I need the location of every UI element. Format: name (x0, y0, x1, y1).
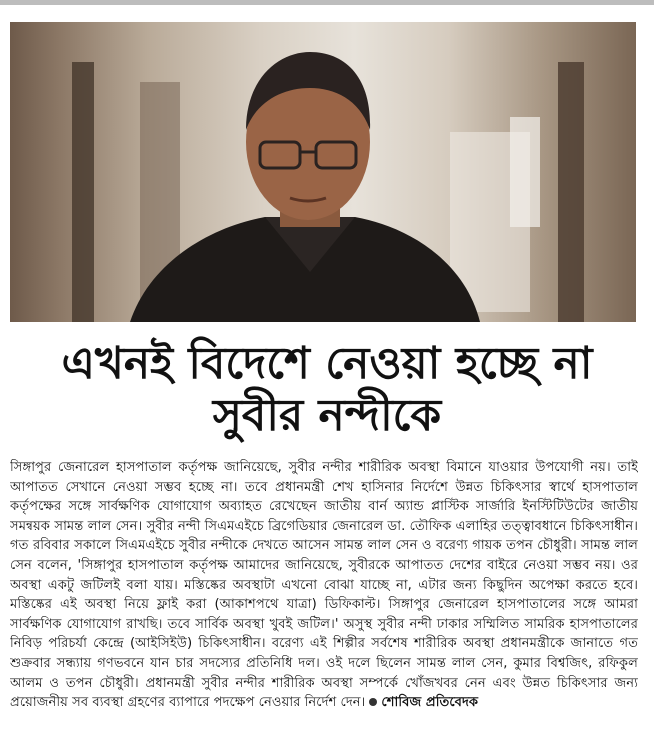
portrait-photo (10, 22, 636, 322)
top-rule (0, 0, 654, 5)
article-body-text: সিঙ্গাপুর জেনারেল হাসপাতাল কর্তৃপক্ষ জানিয়েছে, সুবীর নন্দীর শারীরিক অবস্থা বিমানে যাওয়ার উপযোগী নয়। তাই আপাতত সেখানে নেওয়া সম্ভব হচ্ছে না। তবে প্রধানমন্ত্রী শেখ হাসিনার নির্দেশে উন্নত চিকিৎসার স্বার্থে হাসপাতাল কর্তৃপক্ষের সঙ্গে সার্বক্ষণিক যোগাযোগ অব্যাহত রেখেছেন জাতীয় বার্ন অ্যান্ড প্লাস্টিক সার্জারি ইনস্টিটিউটের জাতীয় সমন্বয়ক সামন্ত লাল সেন। সুবীর নন্দী সিএমএইচে ব্রিগেডিয়ার জেনারেল ডা. তৌফিক এলাহির তত্ত্বাবধানে চিকিৎসাধীন। গত রবিবার সকালে সিএমএইচে সুবীর নন্দীকে দেখতে আসেন সামন্ত লাল সেন ও বরেণ্য গায়ক তপন চৌধুরী। সামন্ত লাল সেন বলেন, 'সিঙ্গাপুর হাসপাতাল কর্তৃপক্ষ আমাদের জানিয়েছে, সুবীরকে আপাতত দেশের বাইরে নেওয়া সম্ভব নয়। ওর অবস্থা একটু জটিলই বলা যায়। মস্তিষ্কের অবস্থাটা এখনো বোঝা যাচ্ছে না, এটার জন্য কিছুদিন অপেক্ষা করতে হবে। মস্তিষ্কের এই অবস্থা নিয়ে ফ্লাই করা (আকাশপথে যাত্রা) ডিফিকাল্ট। সিঙ্গাপুর জেনারেল হাসপাতালের সঙ্গে আমরা সার্বক্ষণিক যোগাযোগ রাখছি। তবে সার্বিক অবস্থা খুবই জটিল।' অসুস্থ সুবীর নন্দী ঢাকার সম্মিলিত সামরিক হাসপাতালের নিবিড় পরিচর্যা কেন্দ্রে (আইসিইউ) চিকিৎসাধীন। বরেণ্য এই শিল্পীর সর্বশেষ শারীরিক অবস্থা প্রধানমন্ত্রীকে জানাতে গত শুক্রবার সন্ধ্যায় গণভবনে যান চার সদস্যের প্রতিনিধি দল। ওই দলে ছিলেন সামন্ত লাল সেন, কুমার বিশ্বজিৎ, রফিকুল আলম ও তপন চৌধুরী। প্রধানমন্ত্রী সুবীর নন্দীর শারীরিক অবস্থা সম্পর্কে খোঁজখবর নেন এবং উন্নত চিকিৎসার জন্য প্রয়োজনীয় সব ব্যবস্থা গ্রহণের ব্যাপারে পদক্ষেপ নেওয়ার নির্দেশ দেন। (10, 460, 638, 711)
headline-line-2: সুবীর নন্দীকে (212, 390, 442, 441)
headline-line-1: এখনই বিদেশে নেওয়া হচ্ছে না (61, 338, 593, 389)
bullet-icon (369, 698, 377, 706)
article-body (10, 458, 638, 750)
byline: শোবিজ প্রতিবেদক (381, 695, 479, 711)
